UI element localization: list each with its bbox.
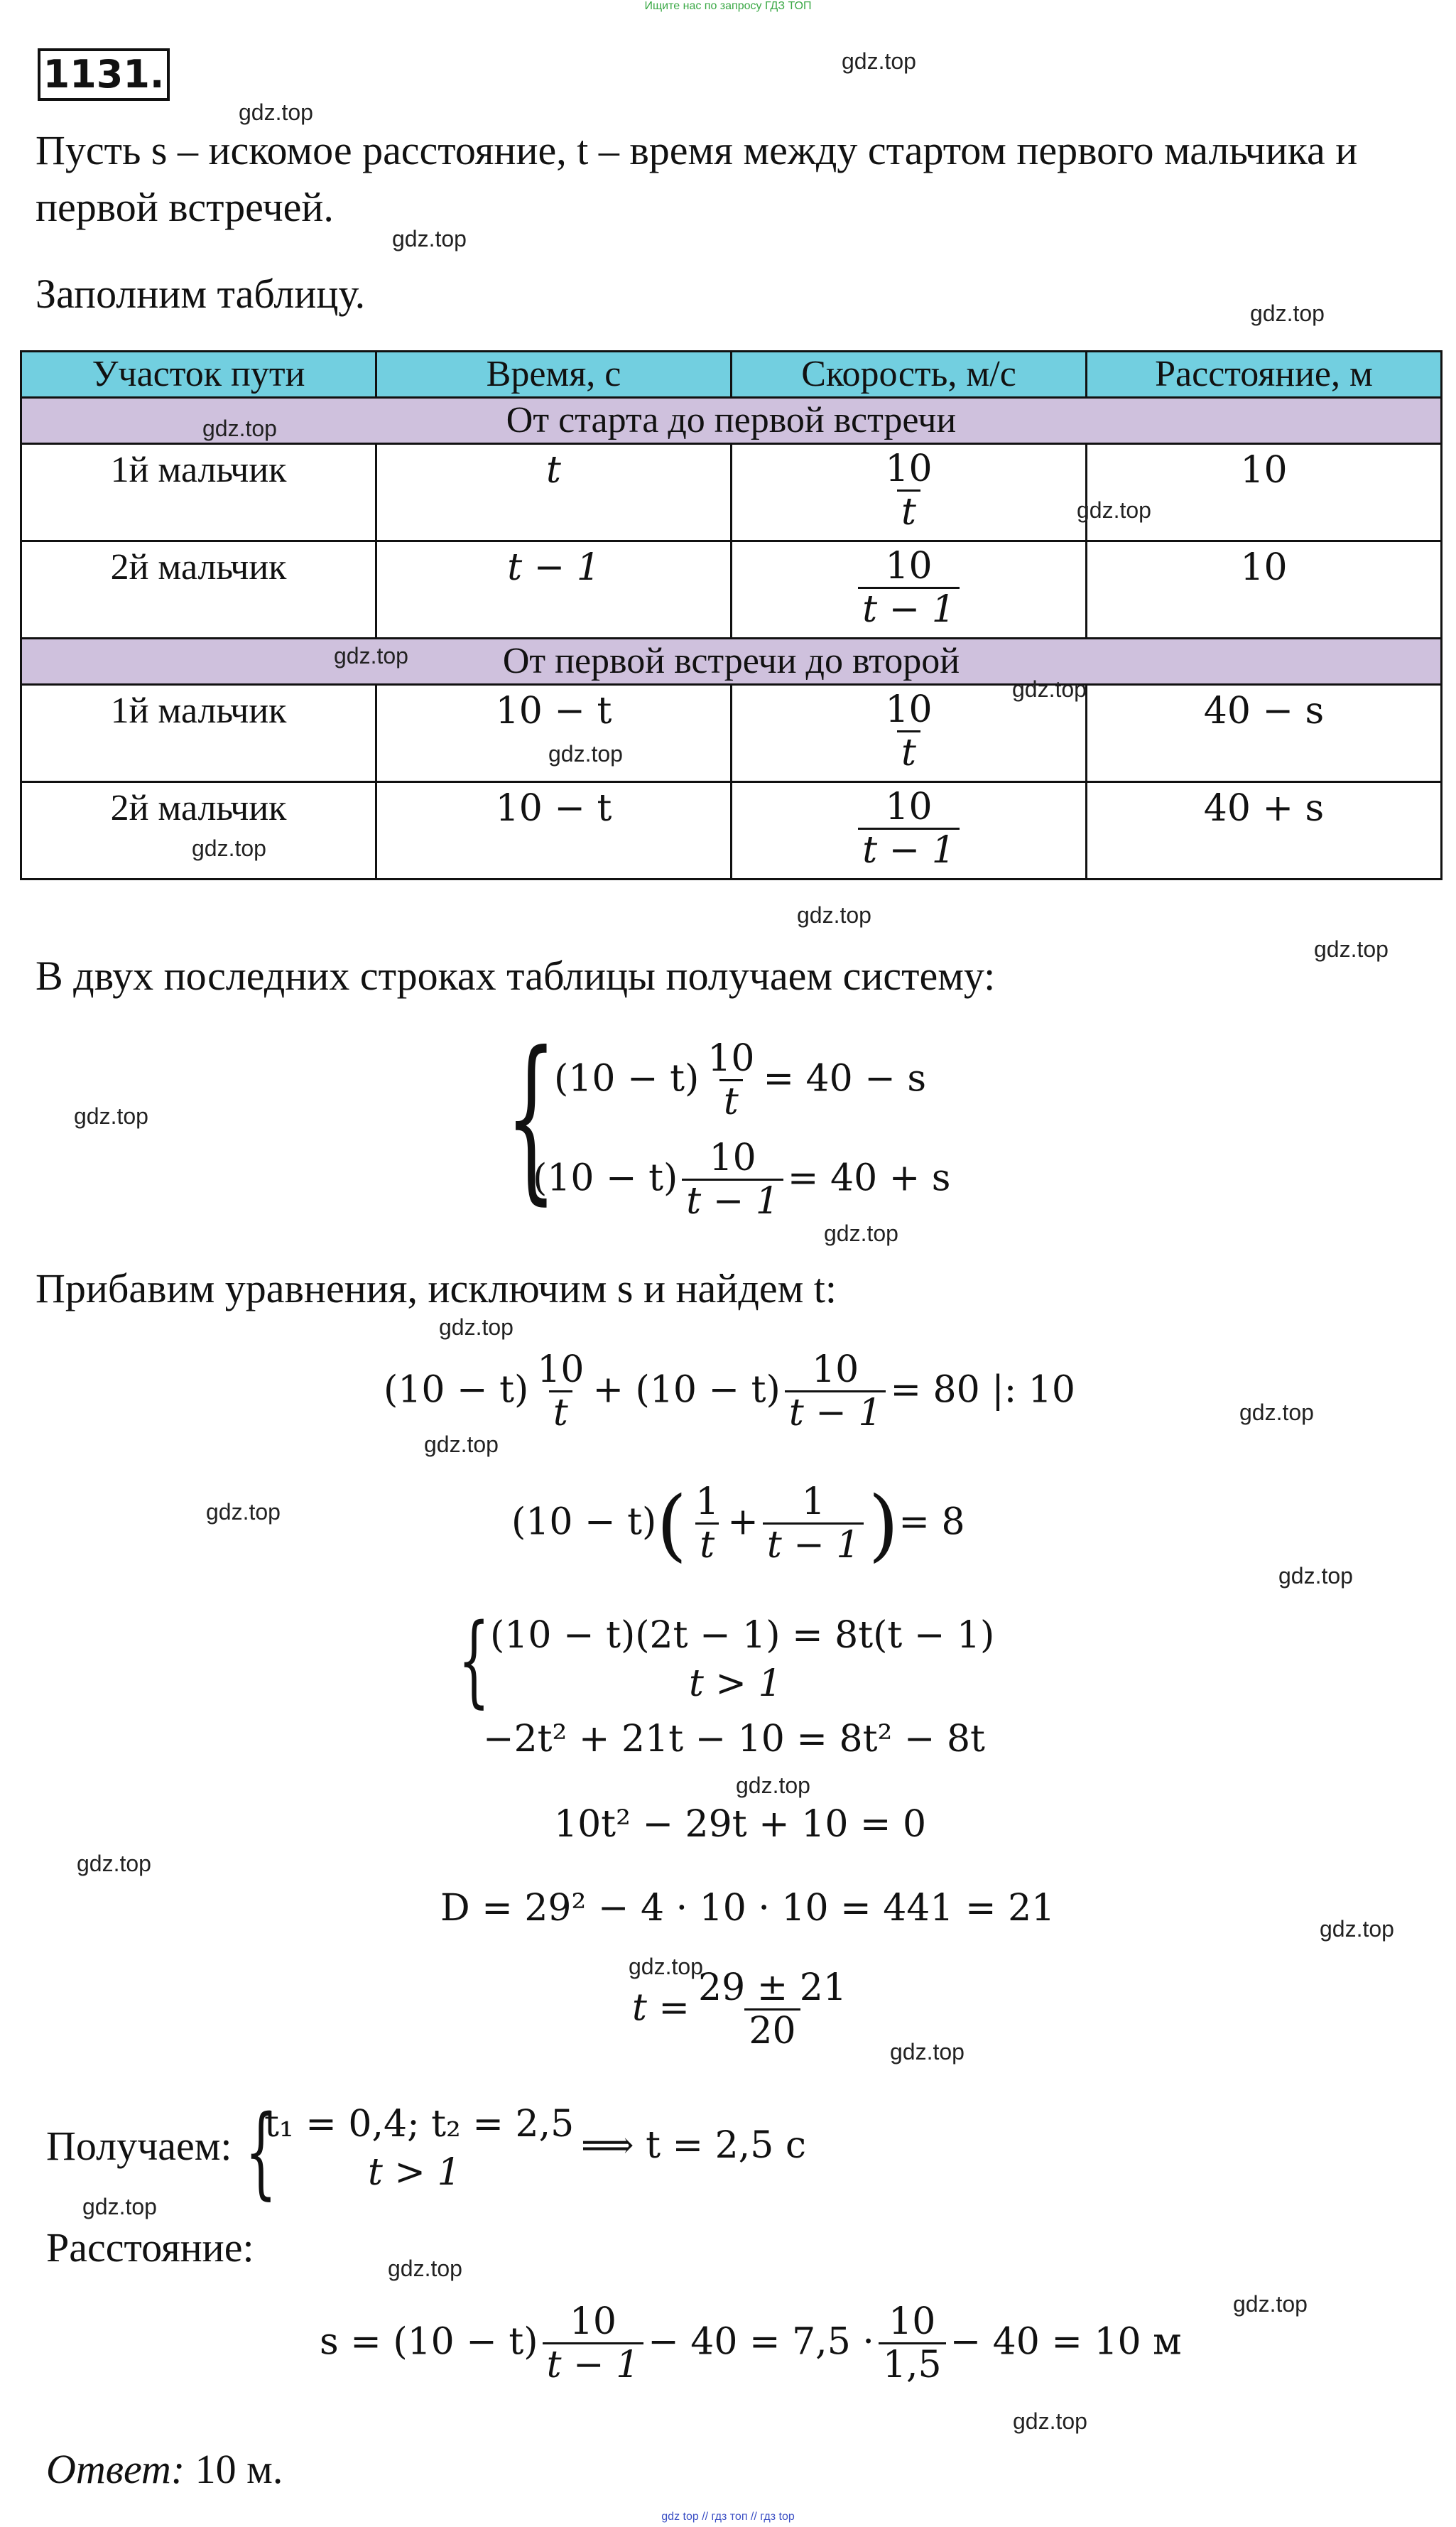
step1-denominator-2: t − 1 — [785, 1390, 886, 1435]
eq1-right: = 40 − s — [763, 1057, 927, 1100]
watermark: gdz.top — [1077, 497, 1151, 523]
result-line-1: t₁ = 0,4; t₂ = 2,5 — [264, 2103, 575, 2145]
result-line-2: t > 1 — [368, 2151, 461, 2194]
system-equation-1 — [554, 1039, 926, 1124]
row-time: t − 1 — [376, 541, 732, 639]
step7-denominator: 20 — [744, 2008, 800, 2053]
eq2-numerator: 10 — [709, 1137, 756, 1179]
section-title-1: От старта до первой встречи — [21, 398, 1442, 444]
watermark: gdz.top — [1250, 301, 1325, 326]
row-distance: 10 — [1087, 444, 1442, 541]
watermark: gdz.top — [206, 1499, 281, 1525]
speed-numerator: 10 — [885, 688, 933, 731]
table-header-cell: Расстояние, м — [1087, 352, 1442, 398]
step2-part-c: = 8 — [898, 1500, 965, 1544]
system-intro-text: В двух последних строках таблицы получаем систему: — [36, 953, 996, 999]
step-4: −2t² + 21t − 10 = 8t² − 8t — [483, 1718, 985, 1760]
watermark: gdz.top — [736, 1773, 810, 1798]
step-2-factor — [511, 1479, 965, 1570]
watermark: gdz.top — [77, 1851, 151, 1876]
row-speed — [732, 782, 1087, 880]
eq1-numerator: 10 — [707, 1037, 755, 1080]
step1-numerator-1: 10 — [537, 1348, 585, 1391]
eq2-right: = 40 + s — [787, 1157, 951, 1200]
row-label: 2й мальчик — [21, 541, 376, 639]
intro-line-2: первой встречей. — [36, 184, 334, 230]
watermark: gdz.top — [392, 226, 467, 251]
row-distance: 40 + s — [1087, 782, 1442, 880]
step2-plus: + — [727, 1500, 759, 1544]
speed-numerator: 10 — [885, 786, 933, 828]
open-paren: ( — [656, 1479, 688, 1570]
distance-label: Расстояние: — [46, 2224, 254, 2271]
watermark: gdz.top — [82, 2194, 157, 2219]
watermark: gdz.top — [388, 2256, 462, 2281]
row-distance: 40 − s — [1087, 685, 1442, 782]
step1-part-c: = 80 |: 10 — [890, 1368, 1075, 1412]
step2-denominator-1: t — [695, 1522, 719, 1567]
step2-numerator-1: 1 — [695, 1481, 719, 1524]
eq2-denominator: t − 1 — [682, 1179, 783, 1223]
table-row — [21, 444, 1442, 541]
step2-numerator-2: 1 — [801, 1481, 825, 1524]
table-row — [21, 782, 1442, 880]
watermark: gdz.top — [334, 643, 408, 669]
add-equations-text: Прибавим уравнения, исключим s и найдем t: — [36, 1265, 837, 1311]
watermark: gdz.top — [1278, 1563, 1353, 1589]
step2-denominator-2: t − 1 — [763, 1522, 864, 1567]
row-time: t — [376, 444, 732, 541]
step1-denominator-1: t — [549, 1390, 572, 1435]
step1-numerator-2: 10 — [812, 1348, 859, 1391]
watermark: gdz.top — [1233, 2291, 1308, 2317]
watermark: gdz.top — [1012, 676, 1087, 702]
table-row — [21, 541, 1442, 639]
watermark: gdz.top — [548, 741, 623, 767]
result-label: Получаем: — [46, 2123, 232, 2169]
row-time: 10 − t — [376, 685, 732, 782]
watermark: gdz.top — [629, 1954, 703, 1979]
distance-denominator-1: t − 1 — [543, 2342, 644, 2387]
distance-part-c: − 40 = 10 м — [950, 2320, 1182, 2364]
distance-numerator-2: 10 — [889, 2300, 936, 2343]
watermark: gdz.top — [424, 1432, 499, 1457]
answer-value: 10 м. — [195, 2446, 283, 2492]
close-paren: ) — [868, 1479, 899, 1570]
bottom-banner: gdz top // гдз топ // гдз top — [661, 2511, 795, 2523]
watermark: gdz.top — [1013, 2408, 1087, 2434]
watermark: gdz.top — [1239, 1400, 1314, 1425]
speed-denominator: t — [897, 489, 920, 534]
speed-denominator: t − 1 — [858, 828, 960, 872]
distance-part-b: − 40 = 7,5 · — [648, 2320, 874, 2364]
table-section-row — [21, 639, 1442, 685]
eq1-left: (10 − t) — [554, 1057, 700, 1100]
row-speed — [732, 444, 1087, 541]
speed-numerator: 10 — [885, 545, 933, 588]
step-7-roots — [632, 1968, 855, 2053]
step-1-sum — [384, 1350, 1075, 1435]
row-label: 2й мальчик — [21, 782, 376, 880]
step-5: 10t² − 29t + 10 = 0 — [554, 1803, 927, 1846]
answer — [46, 2445, 283, 2493]
table-header-cell: Скорость, м/с — [732, 352, 1087, 398]
step1-part-b: + (10 − t) — [592, 1368, 781, 1412]
answer-label: Ответ: — [46, 2446, 185, 2492]
constraint-brace: { — [458, 1603, 490, 1719]
intro-line-1: Пусть s – искомое расстояние, t – время между стартом первого мальчика и — [36, 127, 1358, 173]
watermark: gdz.top — [202, 416, 277, 441]
step2-part-a: (10 − t) — [511, 1500, 657, 1544]
watermark: gdz.top — [439, 1314, 514, 1340]
step1-part-a: (10 − t) — [384, 1368, 529, 1412]
system-brace: { — [506, 1014, 557, 1221]
step-3-line-2: t > 1 — [689, 1662, 782, 1705]
section-title-2: От первой встречи до второй — [21, 639, 1442, 685]
speed-denominator: t − 1 — [858, 587, 960, 632]
watermark: gdz.top — [192, 835, 266, 861]
system-equation-2 — [533, 1138, 950, 1223]
speed-numerator: 10 — [885, 448, 933, 490]
table-row — [21, 685, 1442, 782]
eq1-denominator: t — [719, 1079, 743, 1124]
problem-number: 1131. — [38, 48, 170, 101]
step-6-discriminant: D = 29² − 4 · 10 · 10 = 441 = 21 — [440, 1887, 1055, 1930]
fill-table-text: Заполним таблицу. — [36, 271, 366, 317]
table-header-cell: Участок пути — [21, 352, 376, 398]
row-label: 1й мальчик — [21, 444, 376, 541]
watermark: gdz.top — [1320, 1916, 1394, 1942]
row-speed — [732, 541, 1087, 639]
distance-formula — [320, 2302, 1182, 2387]
distance-part-a: s = (10 − t) — [320, 2320, 538, 2364]
watermark: gdz.top — [239, 99, 313, 125]
step7-numerator: 29 ± 21 — [698, 1966, 847, 2009]
table-header-cell: Время, с — [376, 352, 732, 398]
distance-denominator-2: 1,5 — [879, 2342, 946, 2387]
watermark: gdz.top — [824, 1221, 898, 1246]
row-distance: 10 — [1087, 541, 1442, 639]
distance-numerator-1: 10 — [569, 2300, 616, 2343]
watermark: gdz.top — [74, 1103, 148, 1129]
eq2-left: (10 − t) — [533, 1157, 678, 1200]
table-header-row — [21, 352, 1442, 398]
watermark: gdz.top — [797, 902, 871, 928]
speed-denominator: t — [897, 730, 920, 775]
step7-left: t = — [632, 1986, 690, 2030]
row-label: 1й мальчик — [21, 685, 376, 782]
result-brace: { — [245, 2094, 277, 2210]
result-conclusion: ⟹ t = 2,5 c — [581, 2124, 806, 2167]
watermark: gdz.top — [1314, 936, 1389, 962]
watermark: gdz.top — [842, 48, 916, 74]
step-3-line-1: (10 − t)(2t − 1) = 8t(t − 1) — [490, 1614, 995, 1657]
watermark: gdz.top — [890, 2039, 965, 2065]
top-banner: Ищите нас по запросу ГДЗ ТОП — [644, 0, 812, 12]
row-time: 10 − t — [376, 782, 732, 880]
